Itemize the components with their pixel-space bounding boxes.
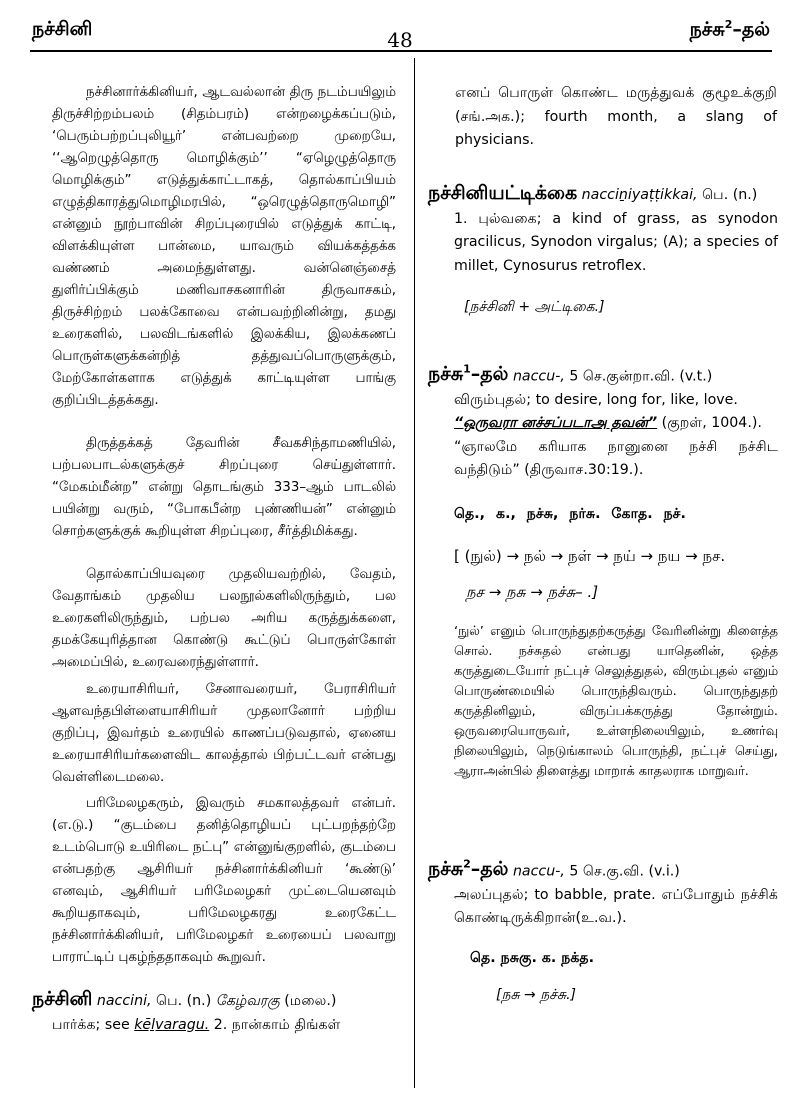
header-rule — [30, 50, 772, 52]
left-paragraph-4 — [52, 679, 396, 789]
entry-headword — [428, 858, 508, 880]
entry-pos: 5 செ.குன்றா.வி. (v.t.) — [569, 368, 713, 385]
entry-continuation — [455, 82, 777, 153]
entry-definition: 1. புல்வகை; a kind of grass, as synodon gracilicus, Synodon virgalus; (A); a species of millet, Cynosurus retroflex. — [454, 210, 778, 274]
paragraph-text: திருத்தக்கத் தேவரின் சீவகசிந்தாமணியில், பற்பலபாடல்களுக்குச் சிறப்புரை செய்துள்ளார். “மேகம்மீன்ற” என்று தொடங்கும் 333–ஆம் பாடலில் பயின்று வரும், “போகபீன்ற புண்ணியன்” என்னும் சொற்களுக்குக் கூறியுள்ள சிறப்புரை, சீர்த்திமிக்கது. — [52, 436, 396, 539]
paragraph-text: பரிமேலழகரும், இவரும் சமகாலத்தவர் என்பர். (எ.டு.) “குடம்பை தனித்தொழியப் புட்பறந்தற்றே உடம்பொடு உயிரிடை நட்பு” என்னுங்குறளில், குடம்பை என்பதற்கு ஆசிரியர் நச்சினார்க்கினியர் ‘கூண்டு’ எனவும், ஆசிரியர் பரிமேலழகர் முட்டையெனவும் கூறியதாகவும், பரிமேலழகரது உரைகேட்ட நச்சினார்க்கினியர், பரிமேலழகர் உரையைப் பலவாறு பாராட்டிப் புகழ்ந்ததாகவும் கூறுவர். — [52, 796, 396, 965]
entry-cognates: தெ., க., நச்சு, நர்சு. கோத. நச். — [454, 505, 686, 522]
entry-pos: 5 செ.கு.வி. (v.i.) — [569, 863, 680, 880]
left-paragraph-3 — [52, 564, 396, 674]
headword-main: நச்சு — [428, 858, 464, 881]
entry-headword — [428, 363, 508, 385]
entry-quote-ref: (குறள், 1004.). — [661, 415, 762, 432]
continuation-text: எனப் பொருள் கொண்ட மருத்துவக் குழூஉக்குறி (சங்.அக.); fourth month, a slang of physicians. — [455, 85, 777, 148]
paragraph-text: தொல்காப்பியவுரை முதலியவற்றில், வேதம், வேதாங்கம் முதலிய பலநூல்களிலிருந்தும், பல உரைகளிலிருந்தும், பற்பல அரிய கருத்துக்களை, தமக்கேயுரித்தான கொண்டு கூட்டுப் பொருள்கோள் அமைப்பில், உரைவரைந்துள்ளார். — [52, 567, 396, 670]
entry-ref-tail: (மலை.) — [284, 993, 337, 1009]
left-paragraph-1 — [52, 82, 396, 412]
entry-see: பார்க்க; see — [52, 1016, 130, 1033]
running-head-right-tail: –தல் — [732, 18, 770, 41]
paragraph-text: உரையாசிரியர், சேனாவரையர், பேராசிரியர் ஆளவந்தபிள்ளையாசிரியர் முதலானோர் பற்றிய குறிப்பு, இவர்தம் உரையில் காணப்படுவதால், ஏனைய உரையாசிரியர்களைவிட காலத்தால் பிற்பட்டவர் என்பது வெள்ளிடைமலை. — [52, 682, 396, 785]
entry-headword: நச்சினி — [32, 988, 93, 1010]
running-head-right — [690, 18, 770, 43]
entry-cross-ref: கேழ்வரகு — [215, 993, 280, 1009]
page-number: 48 — [387, 28, 413, 52]
entry-etymology-1: [ (நுல்) → நல் → நள் → நய் → நய → நச. — [454, 547, 726, 566]
running-head-right-sup: 2 — [724, 18, 733, 31]
entry-pos: பெ. (n.) — [156, 993, 212, 1009]
entry-etymology: [நசு → நச்சு.] — [496, 987, 576, 1004]
headword-sup: 2 — [463, 858, 471, 871]
running-head-left: நச்சினி — [32, 18, 93, 40]
entry-definition: அலப்புதல்; to babble, prate. எப்போதும் நச்சிக் கொண்டிருக்கிறான்(உ.வ.). — [454, 886, 778, 927]
entry-transliteration: naccu-, — [512, 368, 565, 385]
column-divider — [414, 58, 415, 1088]
entry-note: ‘நுல்’ எனும் பொருந்துதற்கருத்து வேரினின்று கிளைத்த சொல். நச்சுதல் என்பது யாதெனின், ஒத்த கருத்துடையோர் நட்புச் செலுத்துதல், விரும்புதல் எனும் பொருண்மையில் பொருந்திவரும். பொருந்துதற் கருத்தினிலும், விருப்பக்கருத்து தோன்றும். ஒருவரையொருவர், உள்ளநிலையிலும், உணர்வு நிலையிலும், நெடுங்காலம் பொருந்தி, நட்புச் செய்து, ஆராஅன்பில் திளைத்து மாறாக் காதலராக மாறுவர். — [454, 624, 778, 780]
entry-definition: விரும்புதல்; to desire, long for, like, love. — [454, 391, 738, 408]
entry-headword: நச்சினியட்டிக்கை — [428, 182, 578, 204]
dictionary-entry-nacchu-1 — [428, 358, 778, 782]
entry-transliteration: nacciṉiyaṭṭikkai, — [581, 187, 698, 203]
entry-etymology: [நச்சினி + அட்டிகை.] — [464, 299, 605, 315]
entry-sense-2: 2. நான்காம் திங்கள் — [213, 1016, 341, 1033]
dictionary-entry-nacchini — [32, 988, 400, 1037]
entry-definition-b: “ஞாலமே கரியாக நானுனை நச்சி நச்சிட வந்திடும்” (திருவாச.30:19.). — [454, 438, 778, 479]
dictionary-entry-nacchu-2 — [428, 853, 778, 1006]
paragraph-text: நச்சினார்க்கினியர், ஆடவல்லான் திரு நடம்பயிலும் திருச்சிற்றம்பலம் (சிதம்பரம்) என்றழைக்கப்படும், ‘பெரும்பற்றப்புலியூர்’ என்பவற்றை முறையே, ‘‘ஆறெழுத்தொரு மொழிக்கும்’’ “ஏழெழுத்தொரு மொழிக்கும்” எடுத்துக்காட்டாகத், தொல்காப்பியம் எழுத்திகாரத்துமொழிமரபில், “ஒரெழுத்தொருமொழி” என்னும் நூற்பாவின் சிறப்புரையில் எடுத்துக் காட்டி, விளக்கியுள்ள பான்மை, யாவரும் வியக்கத்தக்க வண்ணம் அமைந்துள்ளது. வன்னெஞ்சைத் துளிர்ப்பிக்கும் மணிவாசகனாரின் திருவாசகம், திருச்சிற்றம் பலக்கோவை என்பவற்றினின்று, தமது உரைகளில், பலவிடங்களில் இலக்கிய, இலக்கணப் பொருள்களுக்கன்றித் தத்துவப்பொருளுக்கும், மேற்கோள்களாக எடுத்துக் காட்டியுள்ள பாங்கு குறிப்பிடத்தக்கது. — [52, 85, 396, 408]
running-head-right-main: நச்சு — [689, 18, 725, 41]
entry-cognates: தெ. நசுகு. க. நக்த. — [470, 949, 595, 966]
entry-see-ref: kēḻvaragu. — [134, 1016, 210, 1033]
entry-pos: பெ. (n.) — [702, 187, 758, 203]
left-paragraph-5 — [52, 793, 396, 969]
left-paragraph-2 — [52, 433, 396, 543]
entry-quote: “ஒருவரா னச்சப்படாஅ தவன்” — [454, 415, 658, 432]
headword-tail: –தல் — [470, 858, 509, 881]
entry-transliteration: naccu-, — [512, 863, 565, 880]
headword-tail: –தல் — [470, 363, 509, 386]
headword-main: நச்சு — [428, 363, 464, 386]
entry-etymology-2: நச → நசு → நச்சு– .] — [466, 583, 599, 602]
entry-transliteration: naccini, — [96, 993, 152, 1009]
headword-sup: 1 — [463, 363, 471, 376]
dictionary-entry-nacchiniyattikkai — [428, 182, 778, 318]
